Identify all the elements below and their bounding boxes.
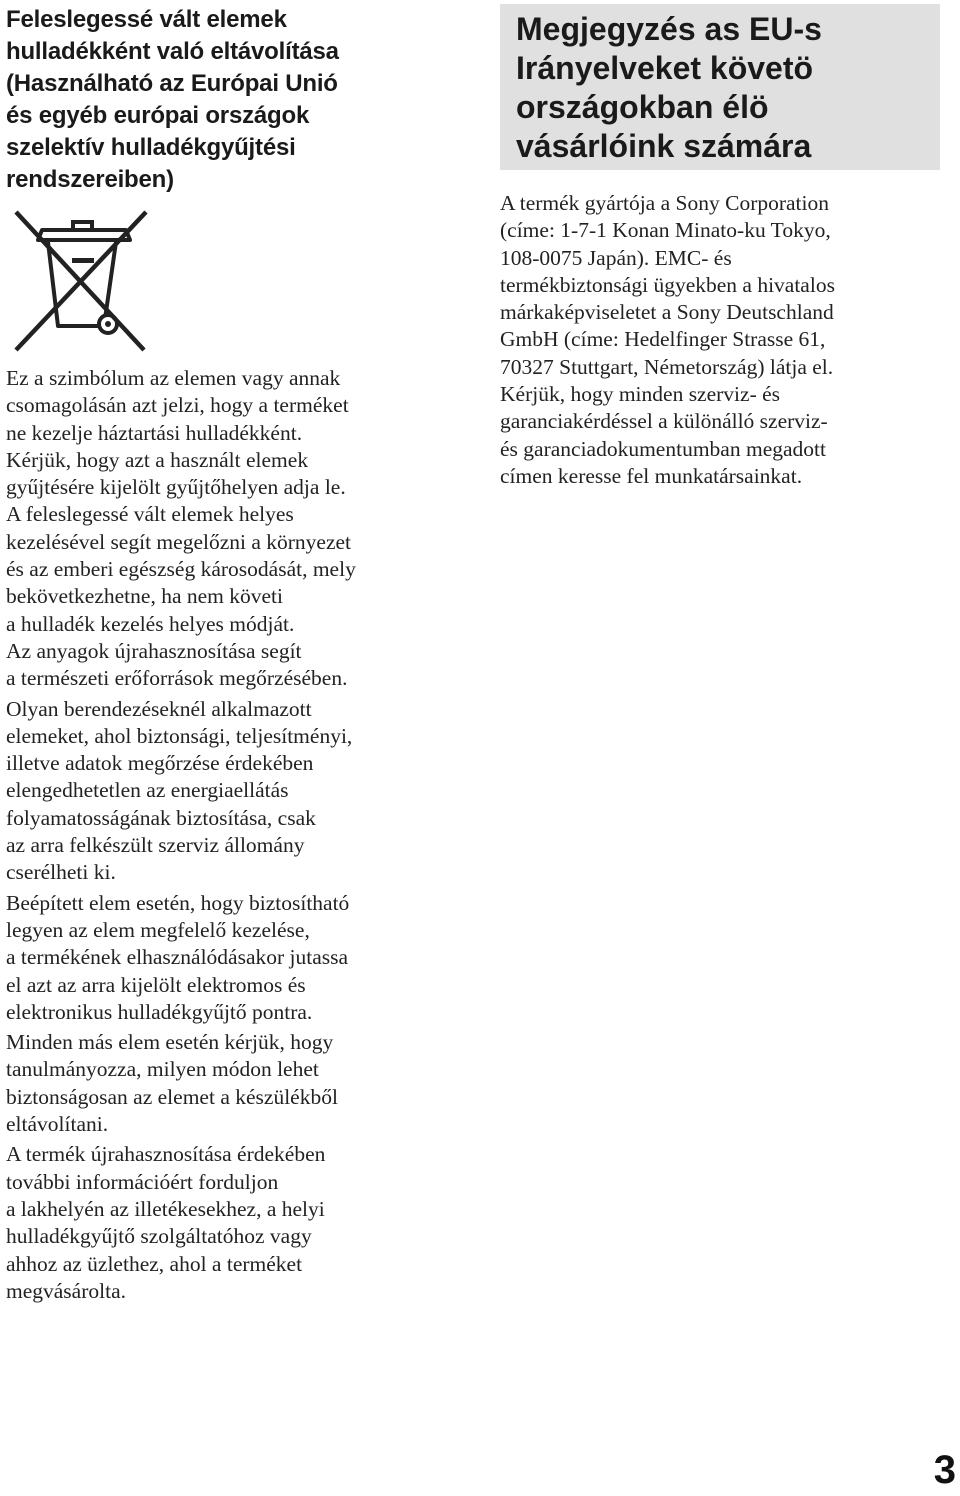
built-in-battery-paragraph (6, 890, 468, 1026)
page-number: 3 (933, 1448, 956, 1492)
right-body-text (500, 190, 940, 490)
disposal-paragraph (6, 365, 468, 693)
text-line: további információért forduljon (6, 1169, 279, 1194)
heading-line: Irányelveket követö (516, 50, 814, 86)
text-line: bekövetkezhetne, ha nem követi (6, 584, 284, 609)
text-line: GmbH (címe: Hedelfinger Strasse 61, (500, 327, 826, 352)
text-line: 108-0075 Japán). EMC- és (500, 245, 732, 270)
text-line: kezelésével segít megelőzni a környezet (6, 529, 352, 554)
text-line: a természeti erőforrások megőrzésében. (6, 666, 348, 691)
heading-line: rendszereiben) (6, 166, 174, 193)
text-line: a hulladék kezelés helyes módját. (6, 611, 295, 636)
heading-line: Feleslegessé vált elemek (6, 6, 287, 33)
text-line: tanulmányozza, milyen módon lehet (6, 1057, 319, 1082)
text-line: gyűjtésére kijelölt gyűjtőhelyen adja le. (6, 475, 346, 500)
text-line: Az anyagok újrahasznosítása segít (6, 638, 302, 663)
crossed-out-wheelie-bin-icon (10, 210, 152, 354)
heading-line: országokban élö (516, 89, 769, 125)
text-line: ne kezelje háztartási hulladékként. (6, 420, 303, 445)
manufacturer-paragraph (500, 190, 940, 490)
text-line: elemeket, ahol biztonsági, teljesítményi, (6, 723, 353, 748)
text-line: a lakhelyén az illetékesekhez, a helyi (6, 1196, 325, 1221)
text-line: Kérjük, hogy azt a használt elemek (6, 447, 309, 472)
text-line: Beépített elem esetén, hogy biztosítható (6, 890, 350, 915)
recycling-info-paragraph (6, 1141, 468, 1305)
text-line: A feleslegessé vált elemek helyes (6, 502, 294, 527)
eu-notice-heading (516, 10, 924, 166)
heading-line: Megjegyzés as EU-s (516, 11, 822, 47)
text-line: Kérjük, hogy minden szerviz- és (500, 382, 781, 407)
text-line: Ez a szimbólum az elemen vagy annak (6, 366, 341, 390)
text-line: (címe: 1-7-1 Konan Minato-ku Tokyo, (500, 218, 831, 243)
text-line: legyen az elem megfelelő kezelése, (6, 917, 310, 942)
text-line: elengedhetetlen az energiaellátás (6, 778, 289, 803)
right-column (500, 4, 940, 490)
text-line: csomagolásán azt jelzi, hogy a terméket (6, 393, 349, 418)
heading-line: (Használható az Európai Unió (6, 70, 338, 97)
text-line: Olyan berendezéseknél alkalmazott (6, 696, 312, 721)
left-body-text (6, 365, 468, 1305)
text-line: Minden más elem esetén kérjük, hogy (6, 1030, 334, 1055)
text-line: elektronikus hulladékgyűjtő pontra. (6, 999, 313, 1024)
text-line: 70327 Stuttgart, Németország) látja el. (500, 354, 834, 379)
text-line: ahhoz az üzlethez, ahol a terméket (6, 1251, 303, 1276)
text-line: A termék gyártója a Sony Corporation (500, 191, 829, 215)
text-line: és garanciadokumentumban megadott (500, 436, 826, 461)
text-line: illetve adatok megőrzése érdekében (6, 751, 314, 776)
text-line: eltávolítani. (6, 1112, 109, 1137)
heading-line: vásárlóink számára (516, 128, 812, 164)
service-replacement-paragraph (6, 696, 468, 887)
eu-notice-heading-box (500, 4, 940, 170)
left-column (6, 4, 468, 1305)
text-line: az arra felkészült szerviz állomány (6, 833, 305, 858)
heading-line: szelektív hulladékgyűjtési (6, 134, 296, 161)
text-line: garanciakérdéssel a különálló szerviz- (500, 409, 828, 434)
other-battery-paragraph (6, 1029, 468, 1138)
text-line: A termék újrahasznosítása érdekében (6, 1142, 326, 1167)
heading-line: és egyéb európai országok (6, 102, 310, 129)
text-line: címen keresse fel munkatársainkat. (500, 463, 803, 488)
text-line: és az emberi egészség károsodását, mely (6, 557, 356, 582)
heading-line: hulladékként való eltávolítása (6, 38, 339, 65)
text-line: megvásárolta. (6, 1278, 126, 1303)
text-line: a termékének elhasználódásakor jutassa (6, 945, 349, 970)
text-line: cserélheti ki. (6, 860, 116, 885)
text-line: hulladékgyűjtő szolgáltatóhoz vagy (6, 1224, 312, 1249)
text-line: termékbiztonsági ügyekben a hivatalos (500, 272, 835, 297)
text-line: folyamatosságának biztosítása, csak (6, 805, 316, 830)
battery-disposal-heading (6, 4, 468, 196)
text-line: márkaképviseletet a Sony Deutschland (500, 300, 834, 325)
text-line: el azt az arra kijelölt elektromos és (6, 972, 306, 997)
text-line: biztonságosan az elemet a készülékből (6, 1084, 338, 1109)
